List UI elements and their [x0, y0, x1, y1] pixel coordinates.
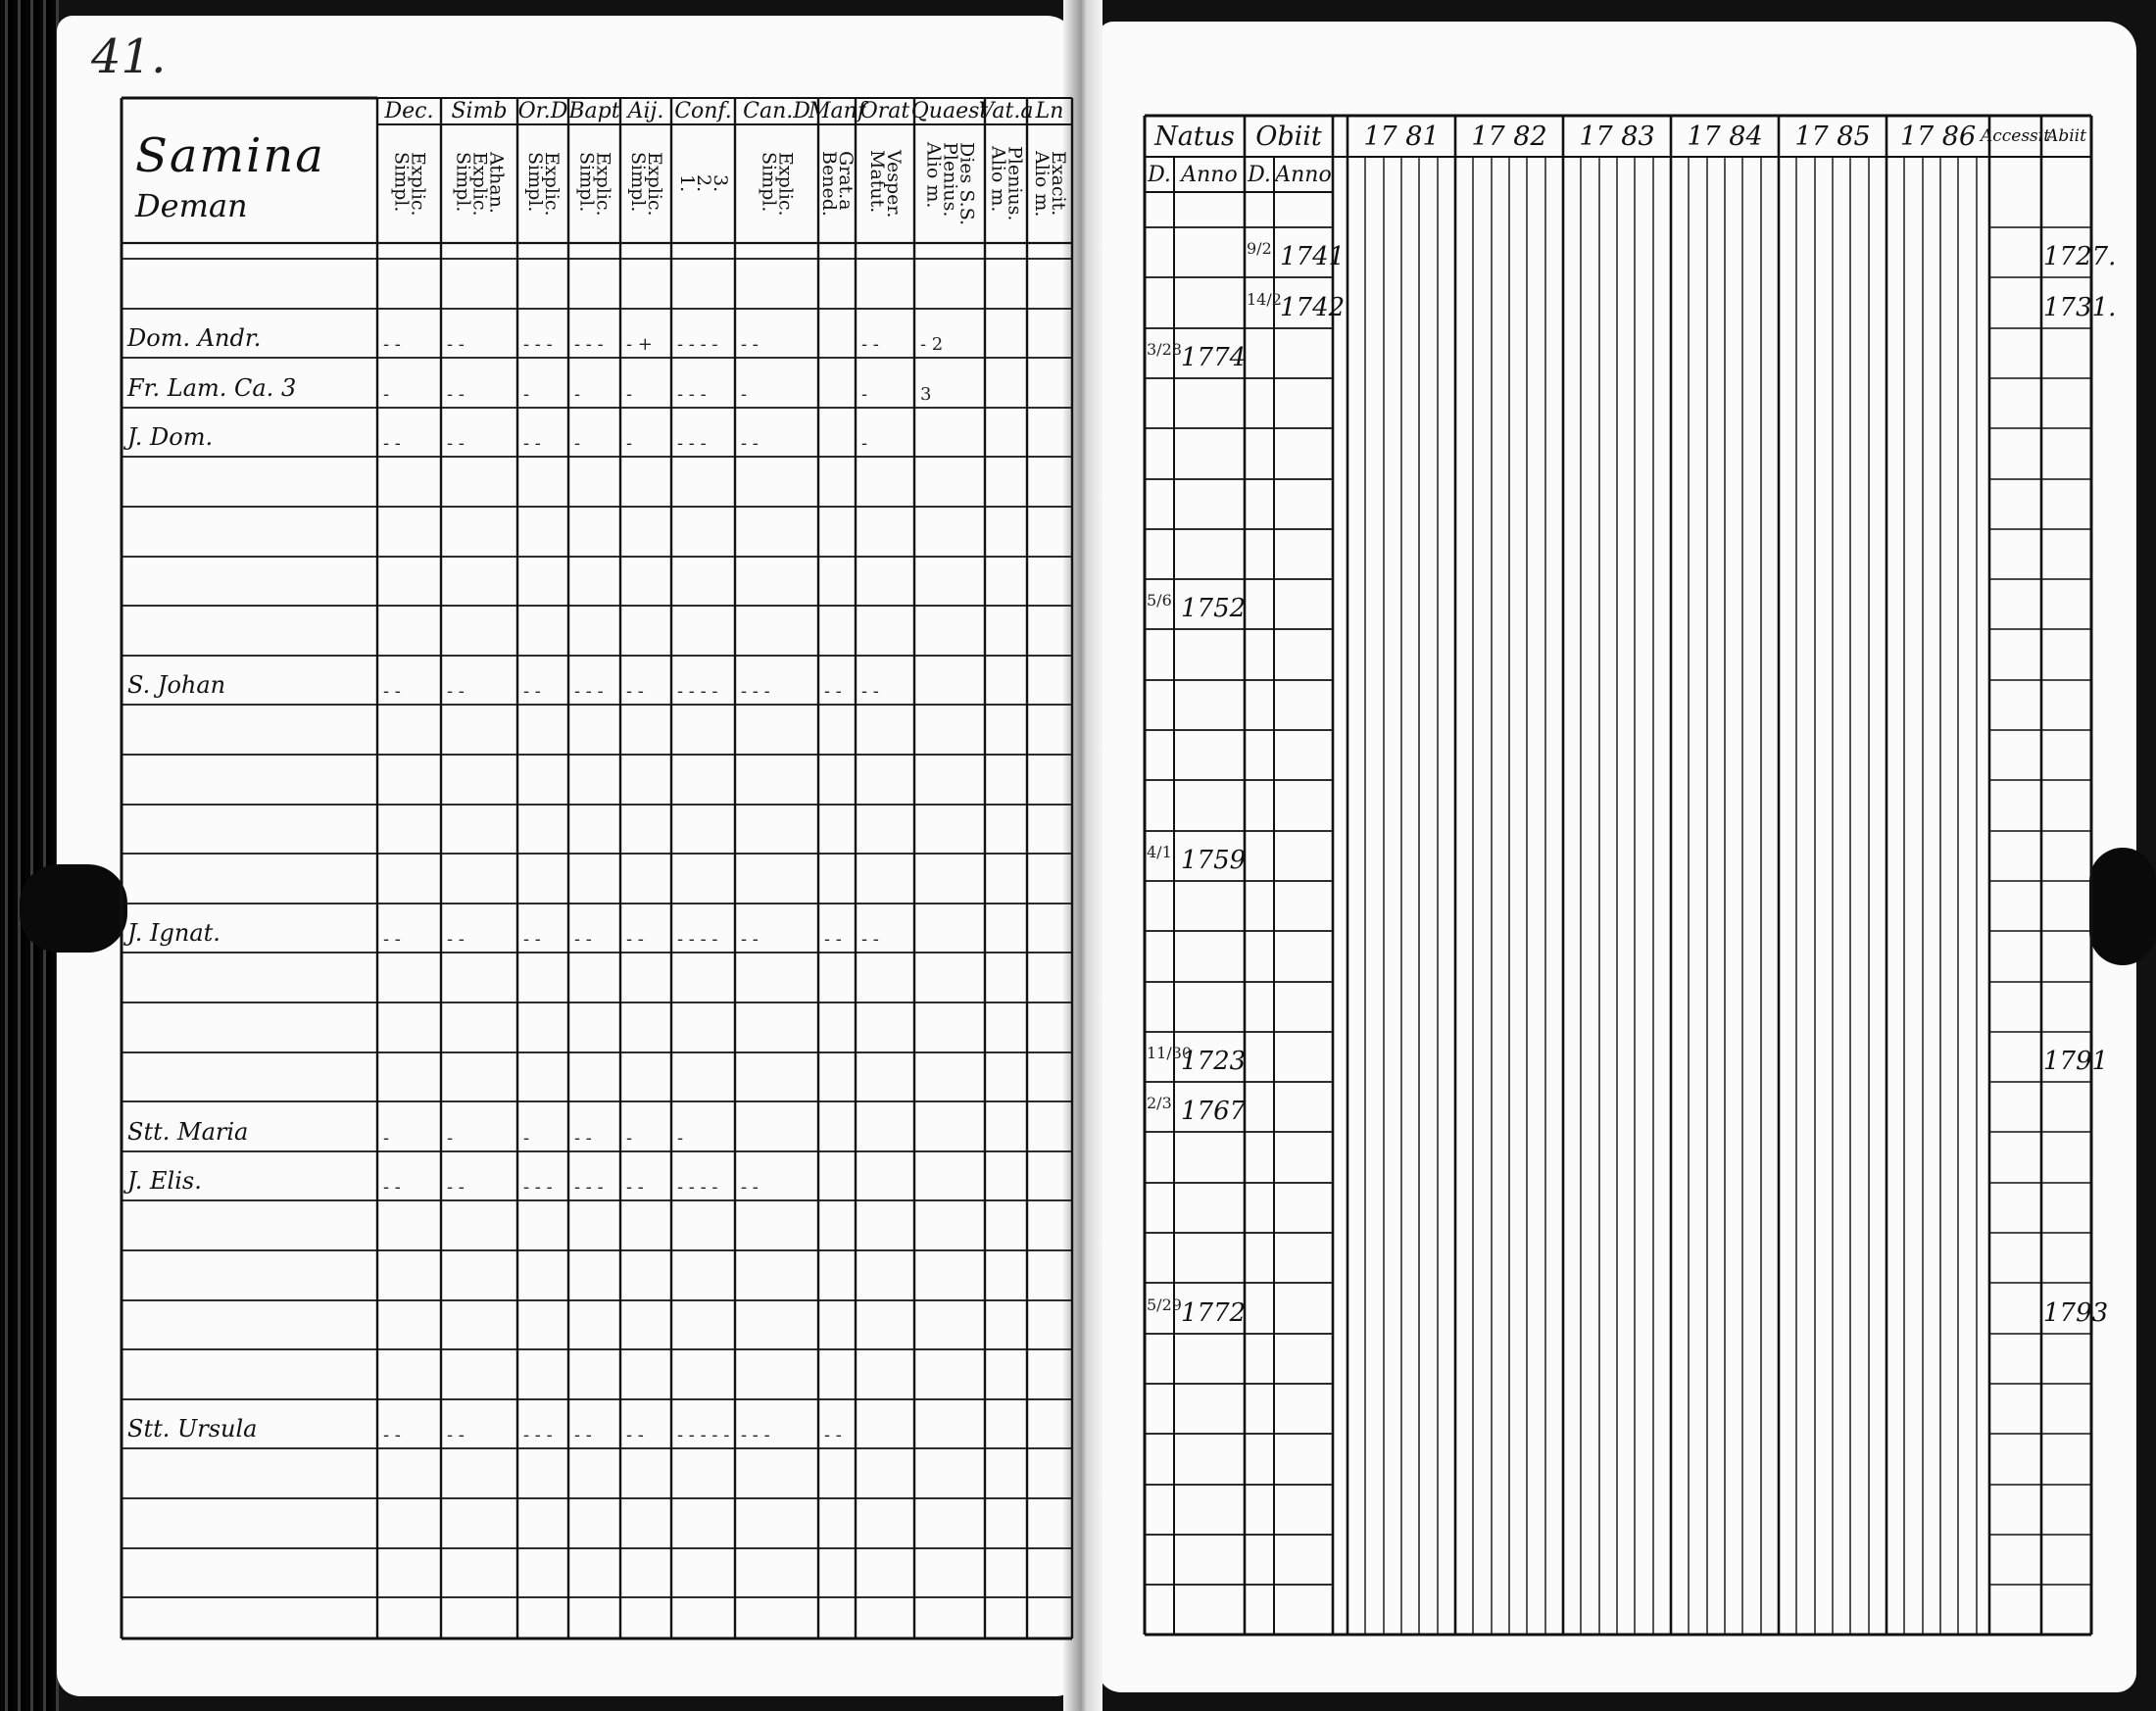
instruction-mark: - -: [741, 334, 759, 355]
register-subheader: D.: [1248, 162, 1271, 187]
instruction-mark: - - -: [523, 1425, 553, 1445]
instruction-mark: - 2: [920, 334, 944, 355]
instruction-mark: - - -: [677, 433, 707, 454]
instruction-mark: - -: [523, 681, 541, 702]
instruction-mark: -: [523, 384, 530, 405]
instruction-mark: - - - -: [677, 929, 718, 950]
register-column-header: 17 81: [1363, 121, 1440, 152]
instruction-mark: - -: [523, 929, 541, 950]
person-name: J. Ignat.: [127, 919, 220, 947]
instruction-mark: - -: [383, 681, 401, 702]
person-name: Stt. Maria: [127, 1118, 249, 1146]
column-subheader: [568, 124, 620, 243]
instruction-mark: - -: [626, 929, 644, 950]
instruction-mark: - -: [824, 929, 842, 950]
natus-day: 5/29: [1147, 1295, 1182, 1314]
column-header: Can.D: [743, 99, 810, 123]
instruction-mark: -: [677, 1128, 684, 1149]
column-subheader: [985, 124, 1027, 243]
person-name: Stt. Ursula: [127, 1415, 258, 1442]
instruction-mark: - - - -: [677, 334, 718, 355]
column-subheader-text: Explic. Simpl.: [758, 151, 797, 217]
instruction-mark: - -: [383, 1177, 401, 1198]
instruction-mark: - - -: [523, 1177, 553, 1198]
natus-day: 5/6: [1147, 591, 1172, 610]
instruction-mark: - -: [447, 929, 465, 950]
abiit-year: 1727.: [2043, 242, 2117, 271]
instruction-mark: - -: [523, 433, 541, 454]
instruction-mark: -: [626, 433, 633, 454]
column-header: Orat: [859, 99, 910, 123]
register-subheader: Anno: [1181, 162, 1238, 187]
column-subheader-text: Plenius. Alio m.: [987, 146, 1026, 221]
title-subname: Deman: [135, 187, 248, 224]
column-subheader-text: Explic. Simpl.: [524, 151, 563, 217]
column-subheader: [1027, 124, 1072, 243]
instruction-mark: - - - - -: [677, 1425, 730, 1445]
instruction-mark: - -: [383, 1425, 401, 1445]
instruction-mark: - -: [741, 929, 759, 950]
natus-day: 2/3: [1147, 1094, 1172, 1112]
natus-year: 1752: [1181, 594, 1247, 623]
instruction-mark: - -: [574, 1425, 592, 1445]
instruction-mark: - -: [447, 1177, 465, 1198]
natus-year: 1723: [1181, 1047, 1247, 1076]
instruction-mark: - -: [626, 681, 644, 702]
column-subheader-text: Explic. Simpl.: [390, 151, 429, 217]
natus-year: 1767: [1181, 1097, 1247, 1126]
register-title: [116, 108, 390, 245]
column-header: Manf: [808, 99, 865, 123]
column-header: Conf.: [674, 99, 732, 123]
instruction-mark: -: [741, 384, 748, 405]
person-name: Dom. Andr.: [127, 324, 262, 352]
column-subheader-text: Athan. Explic. Simpl.: [452, 151, 508, 217]
instruction-mark: -: [574, 384, 581, 405]
register-column-header: Obiit: [1255, 121, 1322, 152]
instruction-mark: - -: [626, 1177, 644, 1198]
natus-day: 4/1: [1147, 843, 1172, 861]
column-subheader: [914, 124, 985, 243]
instruction-mark: - -: [383, 433, 401, 454]
column-subheader-text: Explic. Simpl.: [575, 151, 614, 217]
instruction-mark: - - - -: [677, 681, 718, 702]
column-header: Vat.a: [978, 99, 1034, 123]
obiit-day: 9/2: [1247, 239, 1272, 258]
instruction-mark: - - -: [741, 681, 770, 702]
column-subheader: [620, 124, 671, 243]
column-subheader-text: Vesper. Matut.: [866, 149, 905, 219]
person-name: S. Johan: [127, 671, 226, 699]
column-header: Or.D: [517, 99, 568, 123]
instruction-mark: - -: [741, 433, 759, 454]
obiit-year: 1742: [1280, 293, 1346, 322]
column-subheader-text: Grat.a Bened.: [818, 151, 857, 217]
instruction-mark: - - -: [574, 1177, 604, 1198]
instruction-mark: - -: [861, 334, 879, 355]
natus-day: 3/28: [1147, 340, 1182, 359]
person-name: J. Elis.: [127, 1167, 202, 1195]
instruction-mark: - - -: [574, 681, 604, 702]
column-header: Aij.: [627, 99, 664, 123]
instruction-mark: -: [447, 1128, 454, 1149]
column-subheader-text: 3. 2. 1.: [676, 174, 731, 193]
register-column-header: Abiit: [2046, 126, 2086, 146]
instruction-mark: - -: [383, 334, 401, 355]
instruction-mark: -: [626, 1128, 633, 1149]
instruction-mark: - -: [824, 1425, 842, 1445]
instruction-mark: - -: [447, 1425, 465, 1445]
instruction-mark: - -: [626, 1425, 644, 1445]
column-subheader: [856, 124, 914, 243]
instruction-mark: -: [574, 433, 581, 454]
instruction-mark: - - - -: [677, 1177, 718, 1198]
register-column-header: 17 85: [1794, 121, 1871, 152]
instruction-mark: -: [383, 384, 390, 405]
instruction-mark: -: [861, 384, 868, 405]
instruction-mark: - -: [447, 681, 465, 702]
register-column-header: 17 86: [1899, 121, 1977, 152]
instruction-mark: - -: [741, 1177, 759, 1198]
instruction-mark: - -: [861, 929, 879, 950]
column-subheader: [818, 124, 856, 243]
column-subheader: [377, 124, 441, 243]
register-subheader: D.: [1148, 162, 1171, 187]
register-column-header: 17 84: [1687, 121, 1763, 152]
obiit-day: 14/2: [1247, 290, 1282, 309]
instruction-mark: -: [626, 384, 633, 405]
natus-year: 1759: [1181, 846, 1247, 875]
instruction-mark: - +: [626, 334, 653, 355]
instruction-mark: - -: [447, 384, 465, 405]
instruction-mark: - - -: [574, 334, 604, 355]
register-column-header: 17 82: [1471, 121, 1547, 152]
instruction-mark: - -: [824, 681, 842, 702]
instruction-mark: - -: [861, 681, 879, 702]
instruction-mark: - -: [447, 334, 465, 355]
person-name: Fr. Lam. Ca. 3: [127, 374, 297, 402]
abiit-year: 1791: [2043, 1047, 2109, 1076]
natus-year: 1774: [1181, 343, 1247, 372]
column-header: Dec.: [384, 99, 434, 123]
instruction-mark: - -: [574, 1128, 592, 1149]
abiit-year: 1731.: [2043, 293, 2117, 322]
person-name: J. Dom.: [127, 423, 214, 451]
register-column-header: Accessit: [1980, 126, 2051, 146]
natus-day: 11/30: [1147, 1044, 1193, 1062]
register-column-header: 17 83: [1579, 121, 1655, 152]
instruction-mark: -: [523, 1128, 530, 1149]
instruction-mark: 3: [920, 384, 932, 405]
obiit-year: 1741: [1280, 242, 1346, 271]
instruction-mark: -: [861, 433, 868, 454]
instruction-mark: - - -: [523, 334, 553, 355]
instruction-mark: - - -: [741, 1425, 770, 1445]
register-subheader: Anno: [1275, 162, 1332, 187]
column-header: Bapt: [568, 99, 620, 123]
page-number: 41.: [91, 29, 167, 84]
instruction-mark: - - -: [677, 384, 707, 405]
column-subheader: [735, 124, 818, 243]
column-subheader-text: Dies S.S. Plenius. Alio m.: [922, 141, 978, 226]
title-name: Samina: [135, 128, 325, 183]
column-header: Simb: [451, 99, 508, 123]
column-subheader-text: Exacit. Alio m.: [1031, 150, 1069, 218]
column-subheader: [517, 124, 568, 243]
instruction-mark: - -: [447, 433, 465, 454]
instruction-mark: - -: [574, 929, 592, 950]
instruction-mark: - -: [383, 929, 401, 950]
register-column-header: Natus: [1154, 121, 1235, 152]
natus-year: 1772: [1181, 1298, 1247, 1328]
column-subheader: [441, 124, 517, 243]
abiit-year: 1793: [2043, 1298, 2109, 1328]
column-subheader-text: Explic. Simpl.: [627, 151, 665, 217]
instruction-mark: -: [383, 1128, 390, 1149]
column-subheader: [671, 124, 735, 243]
column-header: Quaest: [910, 99, 989, 123]
column-header: Ln: [1035, 99, 1064, 123]
